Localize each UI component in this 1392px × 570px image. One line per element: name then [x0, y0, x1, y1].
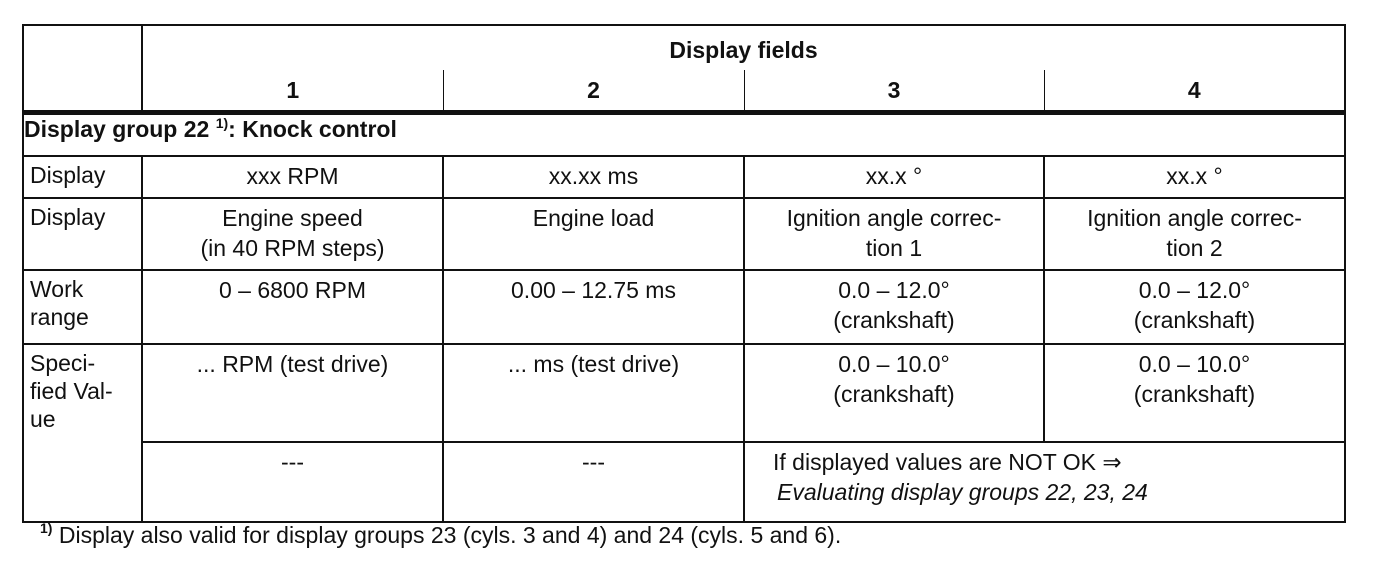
cell-line: 0.0 – 10.0° [1138, 351, 1251, 377]
group-footnote-mark: 1) [215, 115, 229, 131]
cell-line: (crankshaft) [1133, 381, 1256, 407]
header-corner-cell [23, 25, 142, 113]
table-cell: xxx RPM [142, 156, 443, 198]
group-suffix: : Knock control [228, 116, 397, 142]
group-label: Display group 22 [24, 116, 210, 142]
cell-line: (crankshaft) [833, 307, 955, 333]
cell-line: ... RPM (test drive) [196, 351, 389, 377]
label-line: fied Val- [30, 378, 113, 404]
cell-line: 0.00 – 12.75 ms [511, 277, 676, 303]
display-group-title [23, 113, 1345, 157]
table-row [23, 156, 1345, 198]
remark-cell [744, 442, 1345, 522]
cell-line: Engine speed [222, 205, 363, 231]
cell-line: 0.0 – 10.0° [838, 351, 950, 377]
label-line: Work [30, 276, 84, 302]
table-cell [1044, 198, 1345, 270]
table-row [23, 442, 1345, 522]
table-cell [142, 344, 443, 442]
remark-link-text: Evaluating display groups 22, 23, 24 [777, 479, 1148, 505]
table-row [23, 270, 1345, 344]
display-fields-heading: Display fields [142, 25, 1345, 70]
table-cell [142, 198, 443, 270]
table-cell: xx.x ° [744, 156, 1044, 198]
cell-line: 0.0 – 12.0° [838, 277, 950, 303]
table-cell [443, 198, 744, 270]
footnote-mark: 1) [40, 520, 53, 536]
table-cell: xx.xx ms [443, 156, 744, 198]
cell-line: 0.0 – 12.0° [1138, 277, 1251, 303]
cell-line: ... ms (test drive) [507, 351, 680, 377]
cell-line: (crankshaft) [833, 381, 955, 407]
table-cell: --- [443, 442, 744, 522]
table-cell [142, 270, 443, 344]
table-cell [744, 198, 1044, 270]
table-cell [443, 344, 744, 442]
cell-line: tion 1 [865, 235, 923, 261]
cell-line: (in 40 RPM steps) [200, 235, 385, 261]
field-number-4: 4 [1044, 70, 1345, 113]
field-number-1: 1 [142, 70, 443, 113]
footnote-text: Display also valid for display groups 23 (cyls. 3 and 4) and 24 (cyls. 5 and 6). [52, 522, 842, 548]
row-label: Display [23, 198, 142, 270]
group-title-row [23, 113, 1345, 157]
table-row [23, 344, 1345, 442]
row-label [23, 344, 142, 522]
header-row-title [23, 25, 1345, 70]
table-cell [744, 344, 1044, 442]
cell-line: 0 – 6800 RPM [218, 277, 367, 303]
table-cell: xx.x ° [1044, 156, 1345, 198]
cell-line: (crankshaft) [1133, 307, 1256, 333]
header-row-numbers [23, 70, 1345, 113]
table-cell [1044, 344, 1345, 442]
table-cell [443, 270, 744, 344]
label-line: range [30, 304, 89, 330]
cell-line: tion 2 [1166, 235, 1223, 261]
label-line: ue [30, 406, 56, 432]
row-label: Display [23, 156, 142, 198]
footnote [40, 520, 841, 549]
label-line: Speci- [30, 350, 96, 376]
cell-line: Engine load [532, 205, 655, 231]
cell-line: Ignition angle correc- [786, 205, 1002, 231]
row-label [23, 270, 142, 344]
field-number-2: 2 [443, 70, 744, 113]
table-cell [1044, 270, 1345, 344]
table-row [23, 198, 1345, 270]
field-number-3: 3 [744, 70, 1044, 113]
table-cell: --- [142, 442, 443, 522]
remark-text: If displayed values are NOT OK ⇒ [773, 449, 1122, 475]
cell-line: Ignition angle correc- [1087, 205, 1302, 231]
table-cell [744, 270, 1044, 344]
knock-control-table [22, 24, 1346, 523]
